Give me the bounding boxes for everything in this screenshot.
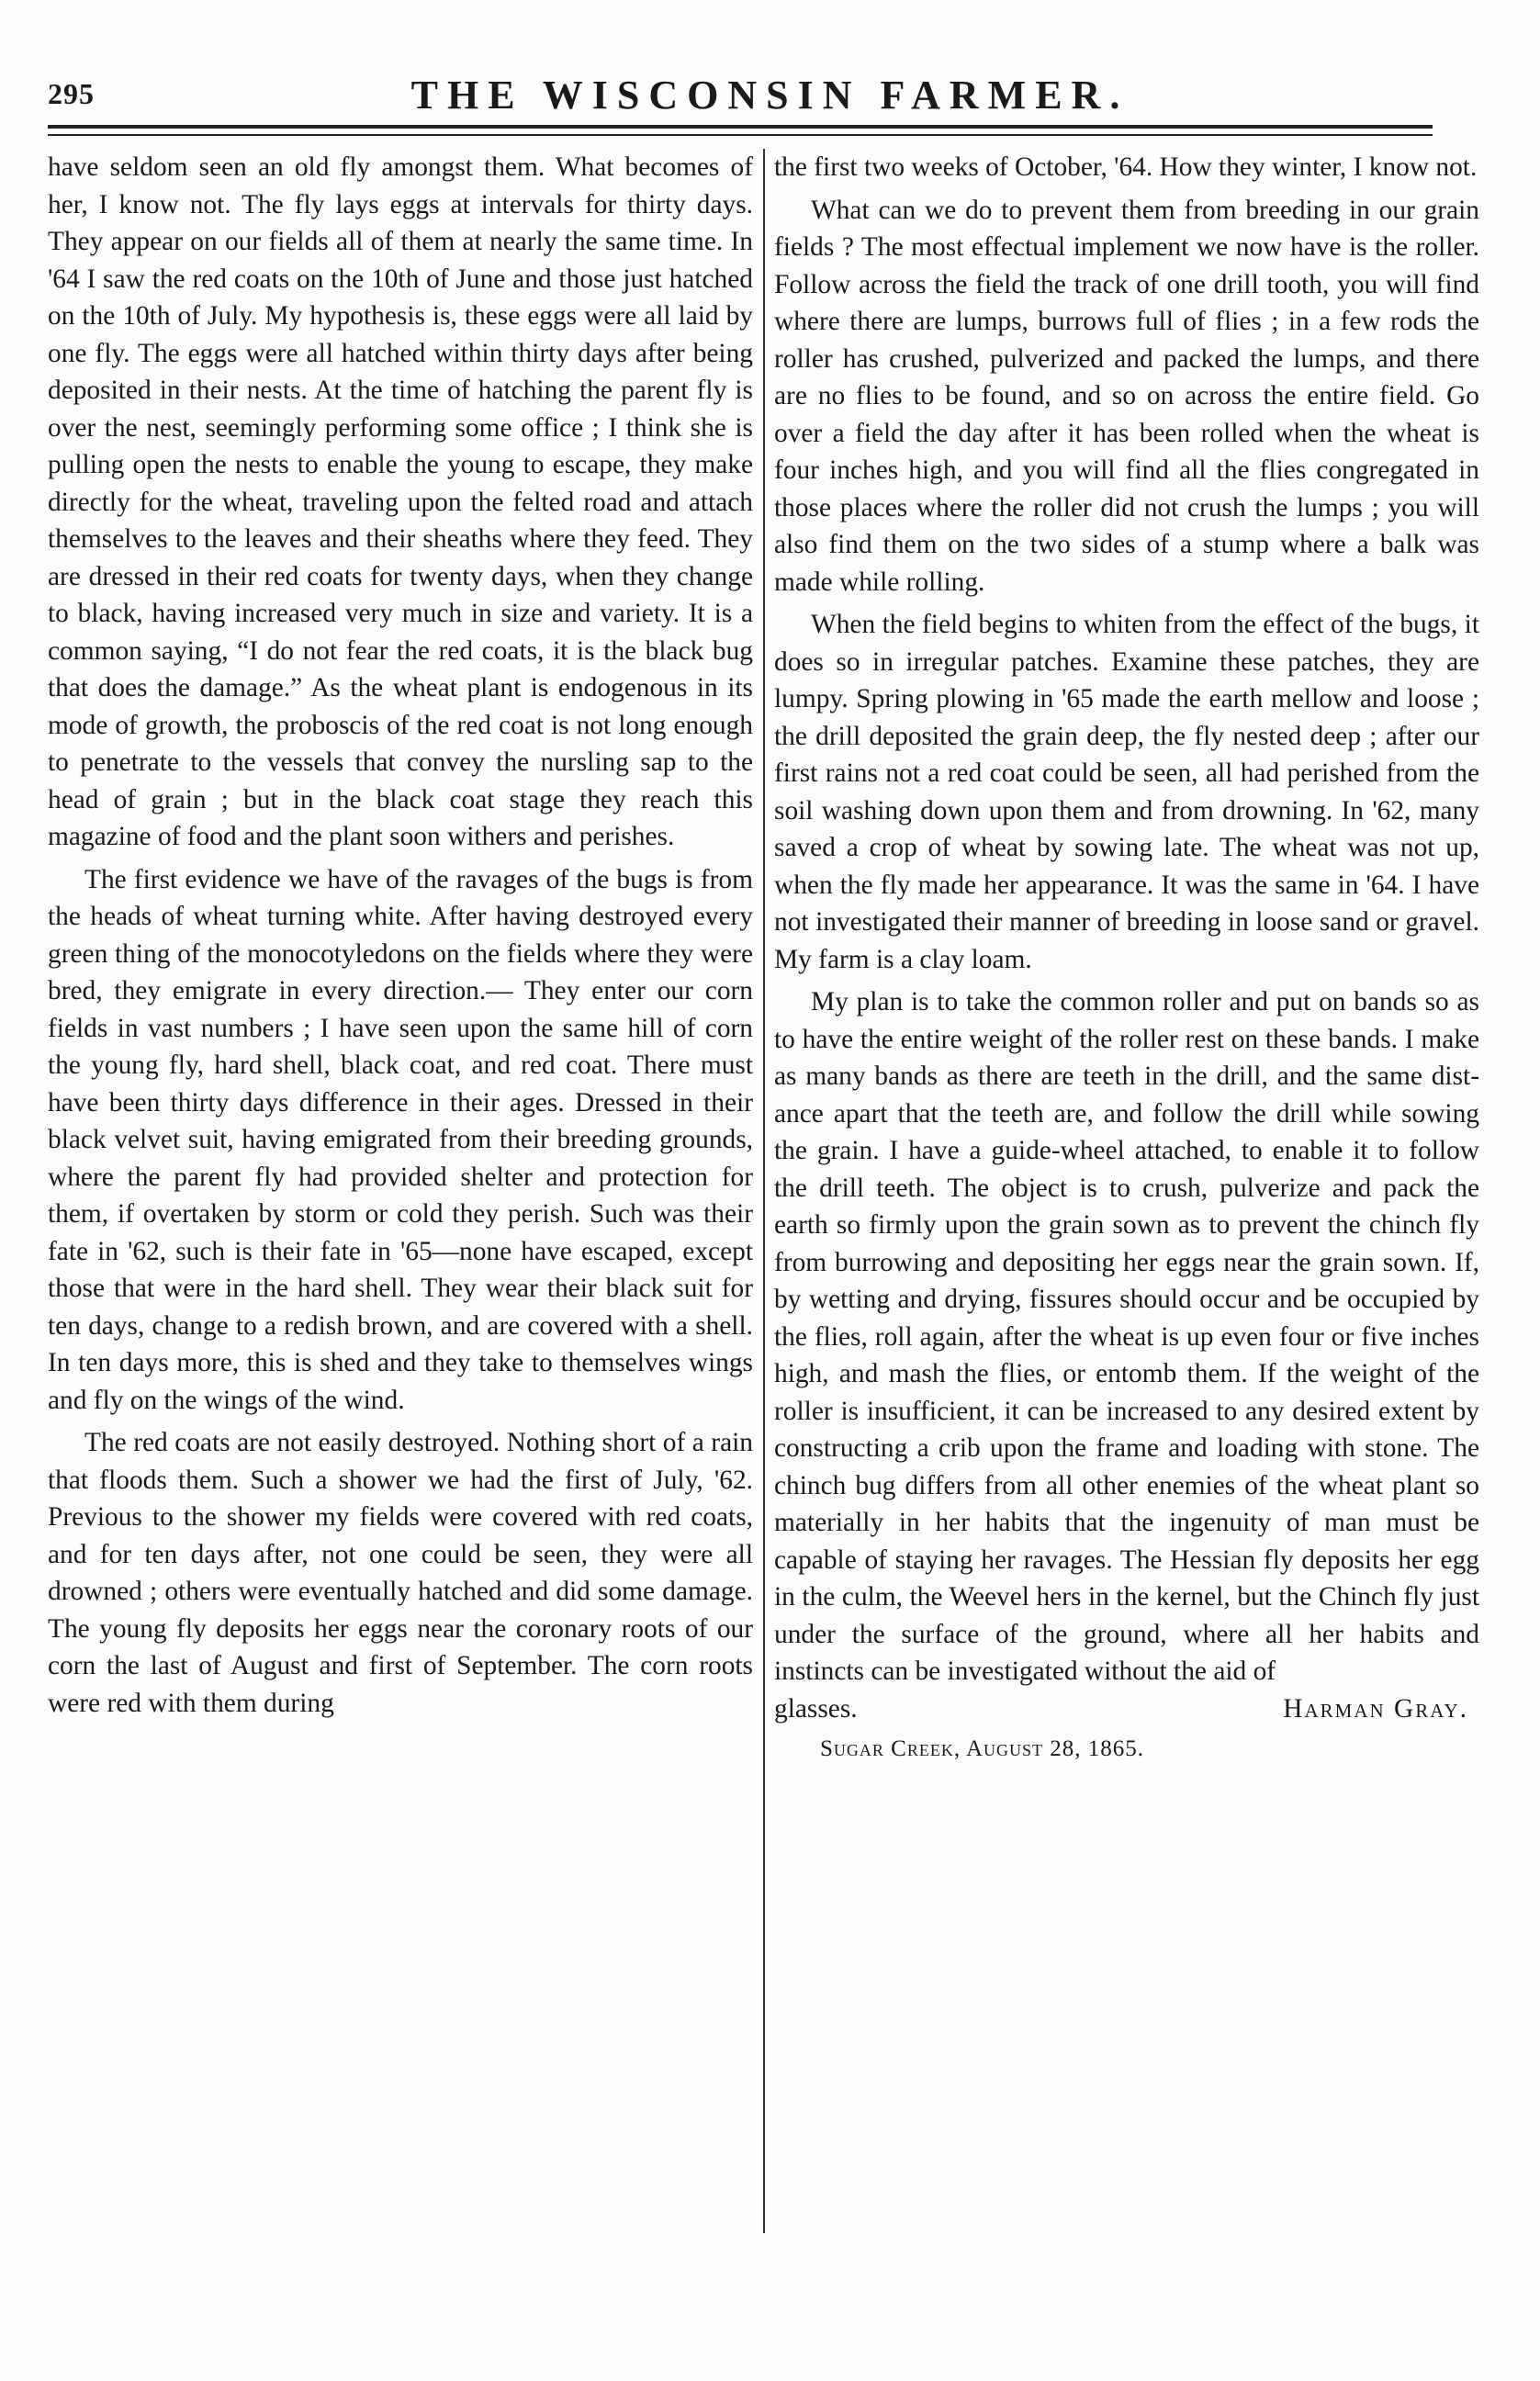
- right-paragraph-2: What can we do to prevent them from breeding in our grain fields ? The most effectual implement we now have is the roller. Follow across the field the track of one drill tooth, you will find where there are lumps, burrows full of flies ; in a few rods the roller has crushed, pulverized and packed the lumps, and there are no flies to be found, and so on across the entire field. Go over a field the day after it has been rolled when the wheat is four inches high, and you will find all the flies congregated in those places where the roller did not crush the lumps ; you will also find them on the two sides of a stump where a balk was made while rolling.: [774, 195, 1479, 597]
- left-paragraph-2: The first evidence we have of the ravages of the bugs is from the heads of wheat turning white. After having destroyed every green thing of the monocotyledons on the fields where they were bred, they emigrate in every direction.— They enter our corn fields in vast numbers ; I have seen upon the same hill of corn the young fly, hard shell, black coat, and red coat. There must have been thirty days difference in their ages. Dressed in their black velvet suit, having emigrated from their breeding grounds, where the parent fly had provided shelter and protection for them, if overtaken by storm or cold they perish. Such was their fate in '62, such is their fate in '65—none have escaped, except those that were in the hard shell. They wear their black suit for ten days, change to a redish brown, and are covered with a shell. In ten days more, this is shed and they take to themselves wings and fly on the wings of the wind.: [48, 864, 753, 1415]
- closing-word: glasses.: [774, 1693, 858, 1724]
- column-divider: [763, 149, 765, 2233]
- right-column: [774, 149, 1479, 1769]
- dateline: Sugar Creek, August 28, 1865.: [820, 1736, 1145, 1761]
- journal-title: THE WISCONSIN FARMER.: [410, 73, 1130, 118]
- header-rule-thick: [48, 125, 1433, 129]
- author-name: Harman Gray.: [1283, 1693, 1468, 1724]
- left-paragraph-3: The red coats are not easily destroyed. Nothing short of a rain that floods them. Such a shower we had the first of July, '62. Previous to the shower my fields were covered with red coats, and for ten days after, not one could be seen, they were all drowned ; others were eventually hatched and did some damage. The young fly deposits her eggs near the coronary roots of our corn the last of August and first of September. The corn roots were red with them during: [48, 1428, 753, 1718]
- right-paragraph-1: the first two weeks of October, '64. How they winter, I know not.: [774, 152, 1478, 182]
- signoff-line: [774, 1690, 1479, 1728]
- header-rule-thin: [48, 134, 1433, 136]
- page-number: 295: [48, 77, 95, 110]
- left-column: [48, 149, 753, 1722]
- right-paragraph-3: When the field begins to whiten from the effect of the bugs, it does so in irregular patches. Examine these patches, they are lumpy. Spring plowing in '65 made the earth mellow and loose ; the drill deposited the grain deep, the fly nested deep ; after our first rains not a red coat could be seen, all had perished from the soil washing down upon them and from drowning. In '62, many saved a crop of wheat by sowing late. The wheat was not up, when the fly made her appearance. It was the same in '64. I have not investigated their manner of breeding in loose sand or gravel. My farm is a clay loam.: [774, 610, 1479, 974]
- left-paragraph-1: have seldom seen an old fly amongst them. What becomes of her, I know not. The fly lays eggs at intervals for thirty days. They appear on our fields all of them at nearly the same time. In '64 I saw the red coats on the 10th of June and those just hatched on the 10th of July. My hypothesis is, these eggs were all laid by one fly. The eggs were all hatched within thirty days after being deposited in their nests. At the time of hatching the parent fly is over the nest, seemingly performing some office ; I think she is pulling open the nests to enable the young to escape, they make directly for the wheat, traveling upon the felted road and attach themselves to the leaves and their sheaths where they feed. They are dressed in their red coats for twenty days, when they change to black, having increased very much in size and variety. It is a common saying, “I do not fear the red coats, it is the black bug that does the damage.” As the wheat plant is endogenous in its mode of growth, the proboscis of the red coat is not long enough to penetrate to the vessels that convey the nursling sap to the head of grain ; but in the black coat stage they reach this magazine of food and the plant soon withers and perishes.: [48, 152, 753, 851]
- right-paragraph-4: My plan is to take the common roller and put on bands so as to have the entire weight of the roller rest on these bands. I make as many bands as there are teeth in the drill, and the same distance apart that the teeth are, and follow the drill while sowing the grain. I have a guide-wheel attached, to enable it to follow the drill teeth. The object is to crush, pulverize and pack the earth so firmly upon the grain sown as to prevent the chinch fly from burrowing and depositing her eggs near the grain sown. If, by wetting and drying, fissures should occur and be occupied by the flies, roll again, after the wheat is up even four or five inches high, and mash the flies, or entomb them. If the weight of the roller is insufficient, it can be increased to any desired extent by constructing a crib upon the frame and loading with stone. The chinch bug differs from all other enemies of the wheat plant so materially in her habits that the ingenuity of man must be capable of staying her ravages. The Hessian fly deposits her egg in the culm, the Weevel hers in the kernel, but the Chinch fly just under the surface of the ground, where all her habits and instincts can be investigated without the aid of: [774, 987, 1479, 1686]
